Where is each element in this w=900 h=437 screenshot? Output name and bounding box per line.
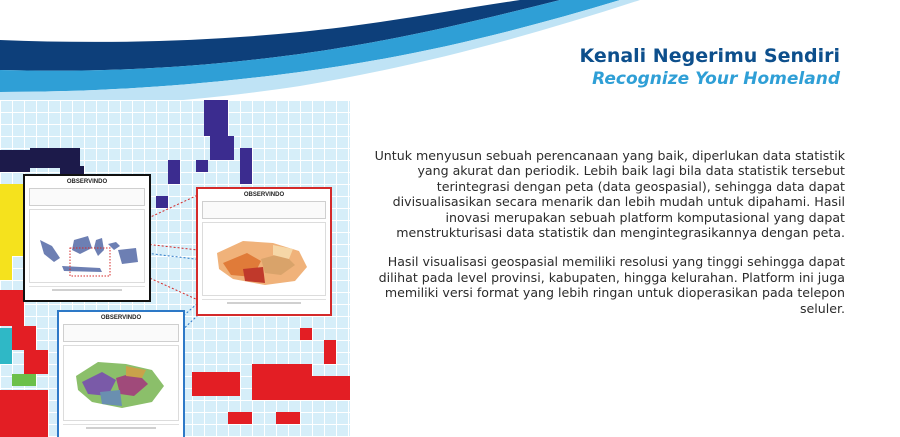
- panel-footer: [202, 299, 326, 307]
- panel-footer: [29, 286, 145, 294]
- app-title: OBSERVINDO: [243, 192, 285, 198]
- form-placeholder: [63, 324, 179, 342]
- screenshot-regional: [196, 187, 332, 316]
- form-placeholder: [202, 201, 326, 219]
- form-placeholder: [29, 188, 145, 206]
- national-map-viz: [29, 209, 145, 283]
- screenshot-detail: [57, 310, 185, 437]
- heading-block: [580, 44, 840, 90]
- app-title: OBSERVINDO: [66, 179, 108, 185]
- detail-map-viz: [63, 345, 179, 421]
- description: [358, 148, 845, 330]
- screenshot-national: [23, 174, 151, 302]
- paragraph-2: Hasil visualisasi geospasial memiliki resolusi yang tinggi sehingga dapat dilihat pada level provinsi, kabupaten, hingga kelurahan. Platform ini juga memiliki versi format yang lebih ringan untuk dioperasikan pada telepon seluler.: [378, 254, 845, 316]
- paragraph-1: Untuk menyusun sebuah perencanaan yang baik, diperlukan data statistik yang akurat dan periodik. Lebih baik lagi bila data statistik tersebut terintegrasi dengan peta (data geospasial), sehingga data dapat divisualisasikan secara menarik dan lebih mudah untuk dipahami. Hasil inovasi merupakan sebuah platform komputasional yang dapat menstrukturisasi data statistik dan mengintegrasikannya dengan peta.: [374, 148, 845, 241]
- page-subtitle: Recognize Your Homeland: [592, 69, 840, 89]
- page-title: Kenali Negerimu Sendiri: [579, 45, 840, 67]
- regional-map-viz: [202, 222, 326, 296]
- app-title: OBSERVINDO: [100, 315, 142, 321]
- panel-footer: [63, 424, 179, 432]
- map-illustration: [0, 100, 350, 437]
